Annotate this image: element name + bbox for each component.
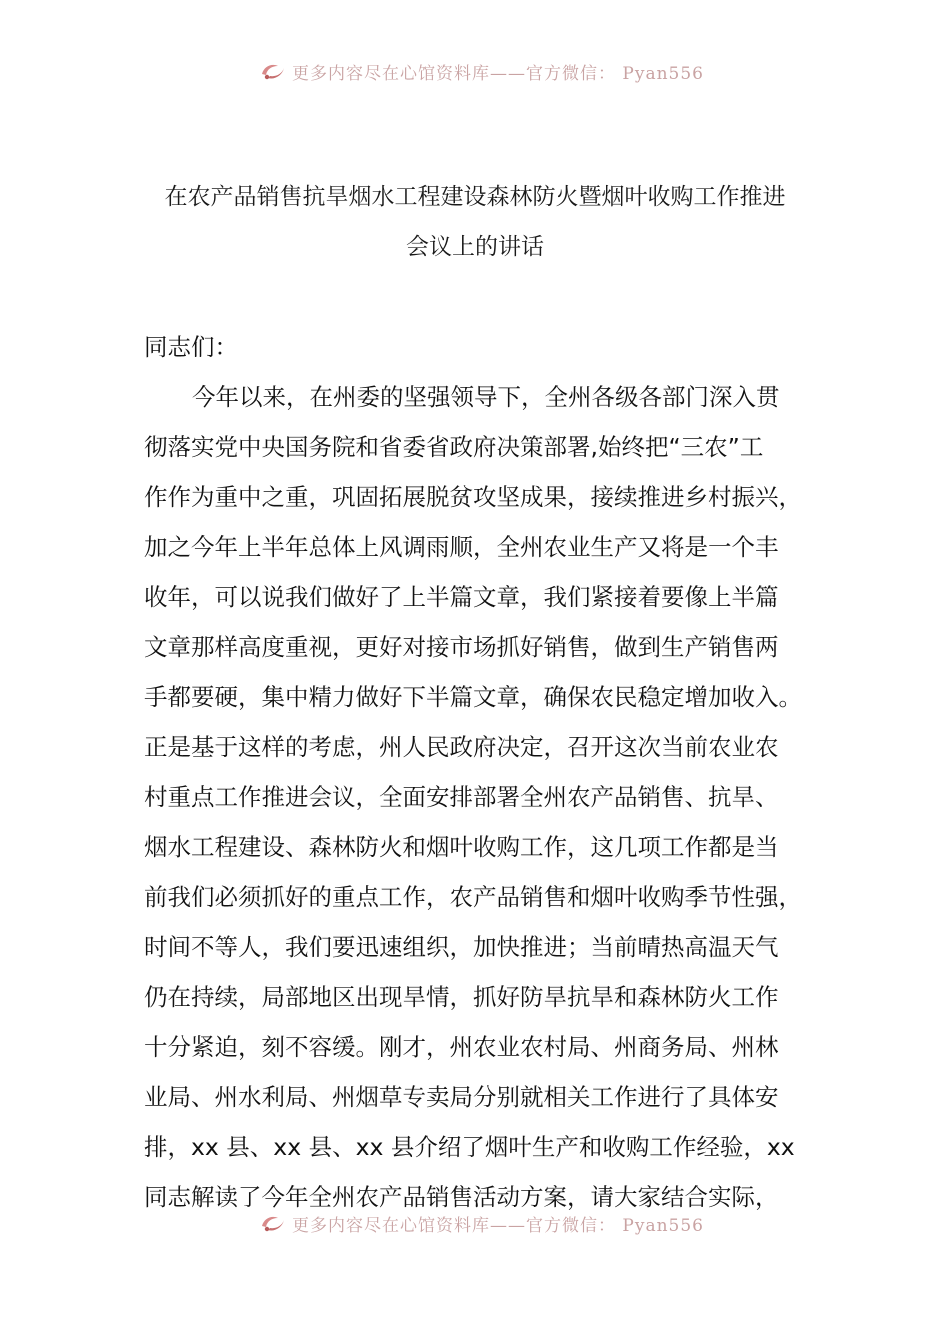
body-line-5: 收年，可以说我们做好了上半篇文章，我们紧接着要像上半篇 [144,583,779,611]
body-line-17: 同志解读了今年全州农产品销售活动方案，请大家结合实际， [144,1183,779,1211]
document-title-line-1: 在农产品销售抗旱烟水工程建设森林防火暨烟叶收购工作推进 [164,184,786,210]
watermark-logo-icon [258,60,288,82]
body-line-8: 正是基于这样的考虑，州人民政府决定，召开这次当前农业农 [144,733,779,761]
body-line-6: 文章那样高度重视，更好对接市场抓好销售，做到生产销售两 [144,633,779,661]
body-line-14: 十分紧迫，刻不容缓。刚才，州农业农村局、州商务局、州林 [144,1033,779,1061]
body-line-13: 仍在持续，局部地区出现旱情，抓好防旱抗旱和森林防火工作 [144,983,779,1011]
watermark-text: 更多内容尽在心馆资料库——官方微信： Pyan556 [292,63,704,84]
body-line-4: 加之今年上半年总体上风调雨顺，全州农业生产又将是一个丰 [144,533,779,561]
document-title-line-2: 会议上的讲话 [406,234,544,260]
body-line-7: 手都要硬，集中精力做好下半篇文章，确保农民稳定增加收入。 [144,683,802,711]
body-line-2: 彻落实党中央国务院和省委省政府决策部署,始终把“三农”工 [144,433,764,461]
body-line-9: 村重点工作推进会议，全面安排部署全州农产品销售、抗旱、 [144,783,779,811]
body-line-10: 烟水工程建设、森林防火和烟叶收购工作，这几项工作都是当 [144,833,779,861]
body-line-12: 时间不等人，我们要迅速组织，加快推进；当前晴热高温天气 [144,933,779,961]
watermark-header [258,58,704,84]
body-line-1: 今年以来，在州委的坚强领导下，全州各级各部门深入贯 [192,383,780,411]
watermark-text: 更多内容尽在心馆资料库——官方微信： Pyan556 [292,1215,704,1236]
watermark-footer [258,1210,704,1236]
salutation: 同志们： [144,333,238,361]
body-line-3: 作作为重中之重，巩固拓展脱贫攻坚成果，接续推进乡村振兴， [144,483,802,511]
watermark-logo-icon [258,1212,288,1234]
body-line-11: 前我们必须抓好的重点工作，农产品销售和烟叶收购季节性强， [144,883,802,911]
body-line-16: 排，xx 县、xx 县、xx 县介绍了烟叶生产和收购工作经验，xx [144,1133,795,1161]
body-line-15: 业局、州水利局、州烟草专卖局分别就相关工作进行了具体安 [144,1083,779,1111]
